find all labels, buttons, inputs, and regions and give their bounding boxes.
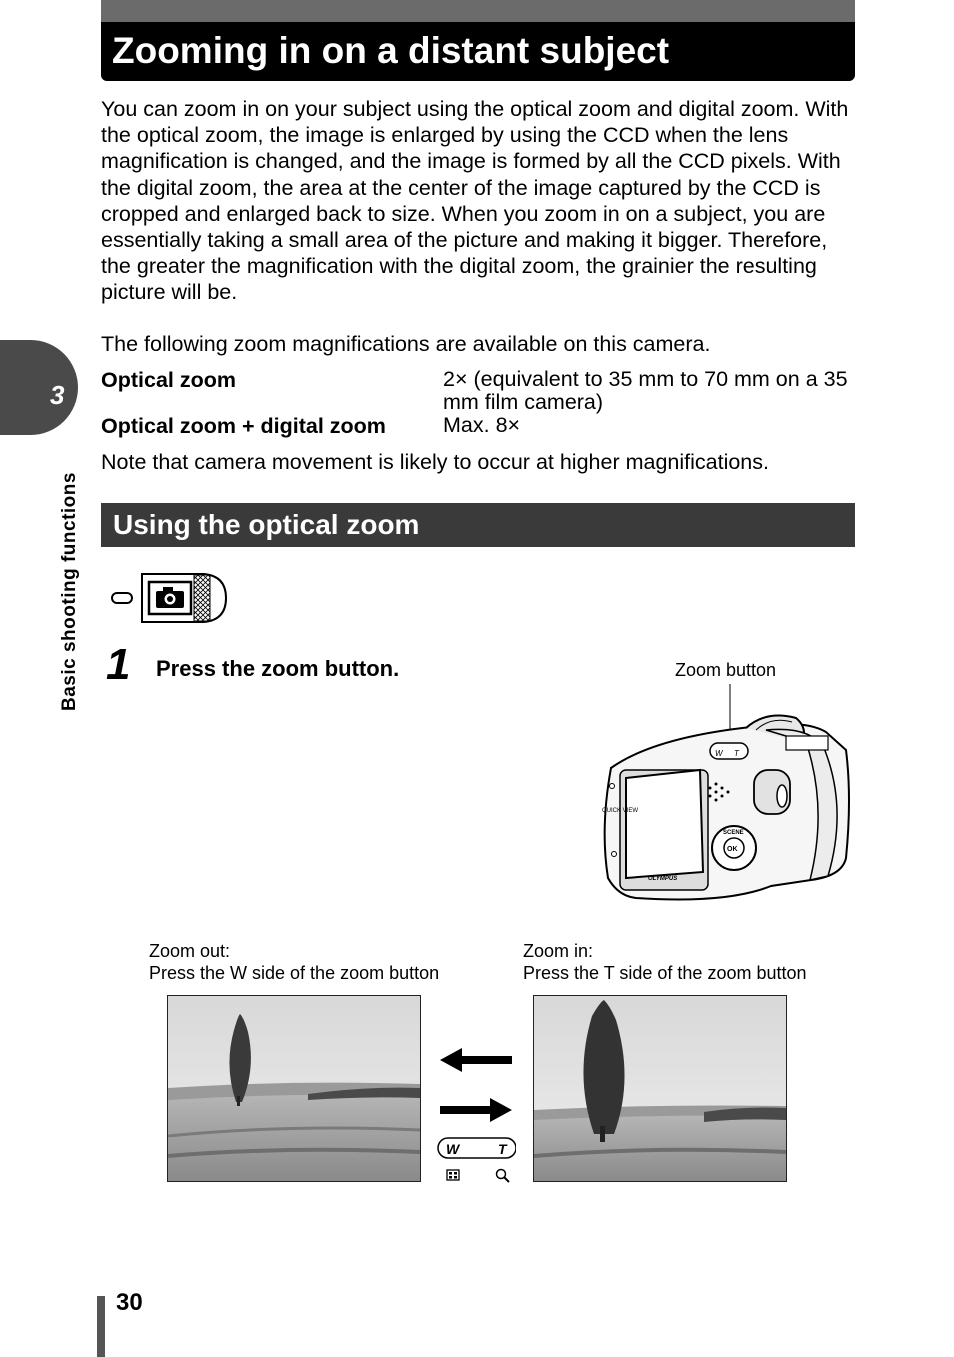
page-number: 30 <box>116 1289 143 1316</box>
title-bar <box>101 0 855 81</box>
chapter-number: 3 <box>50 380 65 410</box>
camera-illustration <box>596 708 854 908</box>
note-line: Note that camera movement is likely to occur at higher magnifications. <box>101 450 769 474</box>
wide-grid-icon <box>447 1170 459 1180</box>
arrow-right-icon <box>440 1098 512 1122</box>
switch-t-label: T <box>498 1141 507 1157</box>
availability-line: The following zoom magnifications are available on this camera. <box>101 332 711 356</box>
camera-brand-label: OLYMPUS <box>648 876 678 882</box>
camera-quickview-label: QUICK VIEW <box>602 808 639 814</box>
zoom-button-callout: Zoom button <box>675 660 777 680</box>
zoom-arrows-diagram <box>436 1040 516 1185</box>
camera-ok-label: OK <box>727 846 738 853</box>
camera-t-label: T <box>734 749 739 758</box>
chapter-tab <box>0 340 78 435</box>
spec-value-optical: 2× (equivalent to 35 mm to 70 mm on a 35 mm film camera) <box>443 367 848 414</box>
zoom-in-photo <box>533 995 787 1182</box>
title-stripe <box>101 0 855 22</box>
section-bar <box>101 503 855 547</box>
spec-value-digital: Max. 8× <box>443 413 521 437</box>
zoom-out-desc: Press the W side of the zoom button <box>149 963 440 983</box>
footer-bar <box>97 1296 105 1357</box>
page-title: Zooming in on a distant subject <box>112 30 670 71</box>
zoom-out-title: Zoom out: <box>149 941 231 961</box>
side-label: Basic shooting functions <box>59 472 80 711</box>
camera-scene-label: SCENE <box>723 830 744 836</box>
step-number: 1 <box>106 640 131 689</box>
arrow-left-icon <box>440 1048 512 1072</box>
zoom-out-photo <box>167 995 421 1182</box>
zoom-in-desc: Press the T side of the zoom button <box>523 963 807 983</box>
spec-label-optical: Optical zoom <box>101 368 236 392</box>
zoom-in-title: Zoom in: <box>523 941 594 961</box>
camera-w-label: W <box>715 749 723 758</box>
section-title: Using the optical zoom <box>113 509 420 540</box>
step-text: Press the zoom button. <box>156 656 400 681</box>
spec-label-digital: Optical zoom + digital zoom <box>101 414 386 438</box>
switch-w-label: W <box>446 1141 460 1157</box>
shooting-mode-icon <box>108 570 232 626</box>
magnifier-icon <box>497 1170 510 1183</box>
intro-paragraph: You can zoom in on your subject using the optical zoom and digital zoom. With the optical zoom, the image is enlarged by using the CCD when the lens magnification is changed, and the image is formed by all the CCD pixels. With the digital zoom, the area at the center of the image captured by the CCD is cropped and enlarged back to size. When you zoom in on a subject, you are essentially taking a small area of the picture and making it bigger. Therefore, the greater the magnification with the digital zoom, the grainier the resulting picture will be. <box>101 97 849 305</box>
